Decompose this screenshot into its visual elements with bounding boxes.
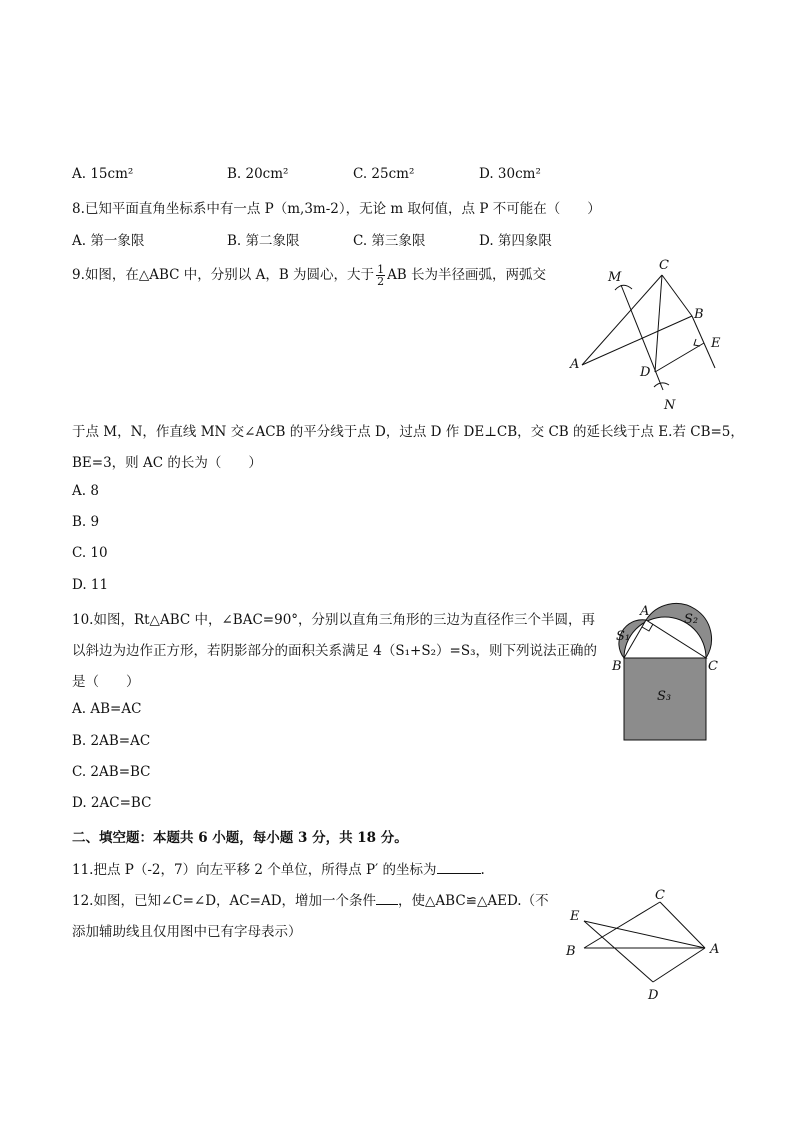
q7-option-b: B. 20cm² <box>227 166 289 182</box>
q9-bisector-cd <box>655 275 662 372</box>
q8-option-a: A. 第一象限 <box>72 233 145 249</box>
q12-figure <box>560 882 730 1004</box>
q7-option-d: D. 30cm² <box>479 166 541 182</box>
q9-stem-pre: 9.如图，在△ABC 中，分别以 A，B 为圆心，大于 <box>72 267 375 283</box>
q12-label-d: D <box>648 988 659 1003</box>
q12-answer-blank[interactable] <box>376 892 398 905</box>
q12-stem-line2: 添加辅助线且仅用图中已有字母表示） <box>72 924 302 940</box>
q9-fraction-denominator: 2 <box>377 275 385 288</box>
q9-label-a: A <box>570 357 580 372</box>
q8-stem: 8.已知平面直角坐标系中有一点 P（m,3m-2），无论 m 取何值，点 P 不可能在（ ） <box>72 201 601 217</box>
q9-option-b: B. 9 <box>72 514 100 530</box>
q11-answer-blank[interactable] <box>437 861 481 874</box>
q9-stem-line2: 于点 M，N，作直线 MN 交∠ACB 的平分线于点 D，过点 D 作 DE⊥CB，交 CB 的延长线于点 E.若 CB=5， <box>72 424 744 440</box>
q12-segment-ea <box>584 921 705 948</box>
q9-segment-de <box>655 343 704 372</box>
q10-label-s2: S₂ <box>684 612 699 627</box>
q12-label-b: B <box>566 944 576 959</box>
q9-option-a: A. 8 <box>72 483 99 499</box>
q9-fraction <box>376 264 385 287</box>
q12-segment-ca <box>660 902 705 948</box>
q10-stem-line3: 是（ ） <box>72 674 140 690</box>
q9-segment-ab <box>582 316 692 365</box>
q10-option-b: B. 2AB=AC <box>72 733 151 749</box>
q12-segment-bc <box>584 902 660 948</box>
q10-option-c: C. 2AB=BC <box>72 764 151 780</box>
q12-stem-line1 <box>72 889 549 909</box>
q9-right-angle-mark <box>694 339 700 346</box>
q10-stem-line2: 以斜边为边作正方形，若阴影部分的面积关系满足 4（S₁+S₂）=S₃，则下列说法正确的 <box>72 643 597 659</box>
q10-figure <box>600 600 740 750</box>
q8-option-c: C. 第三象限 <box>353 233 426 249</box>
q9-label-e: E <box>711 336 721 351</box>
q10-option-a: A. AB=AC <box>72 701 142 717</box>
q9-arc-m <box>615 285 632 290</box>
q9-segment-cb <box>662 275 692 316</box>
q10-label-a: A <box>640 604 650 619</box>
q10-label-b: B <box>612 659 622 674</box>
q9-label-m: M <box>608 270 622 285</box>
q9-option-d: D. 11 <box>72 577 109 593</box>
q9-label-n: N <box>664 398 676 413</box>
q9-label-c: C <box>659 258 669 273</box>
q9-stem-line3: BE=3，则 AC 的长为（ ） <box>72 455 262 471</box>
q10-option-d: D. 2AC=BC <box>72 795 152 811</box>
q12-stem-post: ，使△ABC≌△AED.（不 <box>398 893 549 909</box>
q9-stem-post: AB 长为半径画弧，两弧交 <box>387 267 547 283</box>
q10-label-s3: S₃ <box>657 689 672 704</box>
q10-label-s1: S₁ <box>616 629 631 644</box>
q9-fraction-numerator: 1 <box>377 263 385 276</box>
q9-option-c: C. 10 <box>72 545 108 561</box>
q7-option-c: C. 25cm² <box>353 166 415 182</box>
q9-stem-line1 <box>72 263 546 287</box>
q9-label-d: D <box>640 365 651 380</box>
q9-label-b: B <box>694 307 704 322</box>
section-heading-fill-in: 二、填空题：本题共 6 小题，每小题 3 分，共 18 分。 <box>72 830 408 846</box>
q12-segment-da <box>653 948 705 982</box>
q8-option-d: D. 第四象限 <box>479 233 552 249</box>
q12-label-e: E <box>570 909 580 924</box>
q7-option-a: A. 15cm² <box>72 166 134 182</box>
q12-label-a: A <box>710 942 720 957</box>
q10-stem-line1: 10.如图，Rt△ABC 中，∠BAC=90°，分别以直角三角形的三边为直径作三个半圆，再 <box>72 612 596 628</box>
q12-stem-pre: 12.如图，已知∠C=∠D，AC=AD，增加一个条件 <box>72 893 377 909</box>
q8-option-b: B. 第二象限 <box>227 233 300 249</box>
q10-label-c: C <box>708 659 718 674</box>
q12-segment-ed <box>584 921 653 982</box>
q11-stem <box>72 858 485 878</box>
q11-stem-text: 11.把点 P（-2，7）向左平移 2 个单位，所得点 P′ 的坐标为 <box>72 862 437 878</box>
q9-figure <box>560 255 730 415</box>
q11-stem-end: . <box>480 862 485 878</box>
q12-label-c: C <box>655 888 665 903</box>
